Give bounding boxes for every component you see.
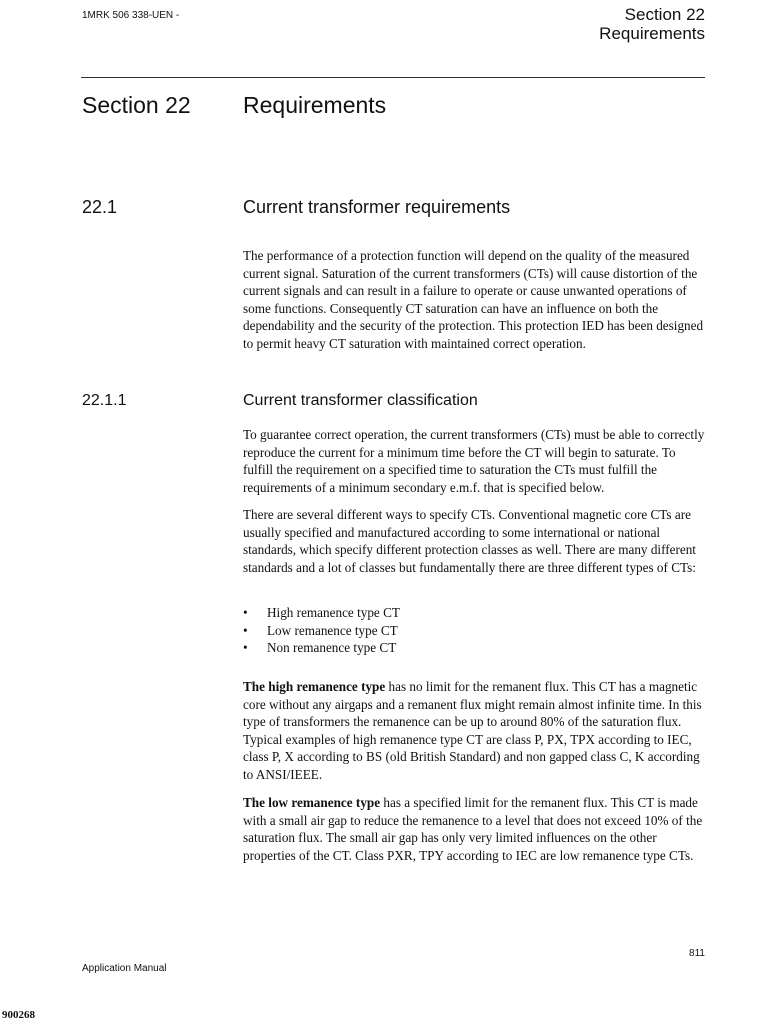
ct-type-list <box>243 604 643 657</box>
page-number: 811 <box>689 948 705 959</box>
high-remanence-paragraph <box>243 678 705 784</box>
classification-paragraph-2: There are several different ways to specify CTs. Conventional magnetic core CTs are usually specified and manufactured according to some international or national standards, which specify different protection classes as well. There are many different standards and a lot of classes but fundamentally there are three different types of CTs: <box>243 507 696 575</box>
subsection-intro-paragraph: The performance of a protection function will depend on the quality of the measured current signal. Saturation of the current transformers (CTs) will cause distortion of the current signals and can result in a failure to operate or cause unwanted operations of some functions. Consequently CT saturation can have an influence on both the dependability and the security of the protection. This protection IED has been designed to permit heavy CT saturation with maintained correct operation. <box>243 248 704 351</box>
subsection-title: Current transformer requirements <box>243 197 511 217</box>
high-remanence-text: has no limit for the remanent flux. This CT has a magnetic core without any airgaps and a remanent flux might remain almost infinite time. In this type of transformers the remanence can be up to around 80% of the saturation flux. Typical examples of high remanence type CT are class P, PX, TPX according to IEC, class P, X according to BS (old British Standard) and non gapped class C, K according to ANSI/IEEE. <box>243 679 702 782</box>
header-section-title: Requirements <box>599 24 705 43</box>
header-section-label: Section 22 <box>624 5 705 24</box>
low-remanence-term: The low remanence type <box>243 795 381 810</box>
section-title: Requirements <box>243 92 387 118</box>
subsubsection-number: 22.1.1 <box>82 392 127 409</box>
list-item <box>243 604 643 622</box>
header-divider <box>81 77 705 78</box>
bullet-icon: • <box>243 622 248 638</box>
document-stamp: 900268 <box>2 1009 35 1021</box>
document-id: 1MRK 506 338-UEN - <box>82 10 180 21</box>
footer-manual-name: Application Manual <box>82 963 167 974</box>
list-item-text: High remanence type CT <box>267 605 400 620</box>
bullet-icon: • <box>243 605 248 620</box>
classification-paragraph-1: To guarantee correct operation, the current transformers (CTs) must be able to correctly reproduce the current for a minimum time before the CT will begin to saturate. To fulfill the requirement on a specified time to saturation the CTs must fulfill the requirements of a minimum secondary e.m.f. that is specified below. <box>243 427 705 495</box>
subsubsection-title: Current transformer classification <box>243 392 478 409</box>
list-item-text: Non remanence type CT <box>267 640 397 656</box>
list-item-text: Low remanence type CT <box>267 622 398 638</box>
section-number: Section 22 <box>82 92 191 118</box>
subsection-number: 22.1 <box>82 197 118 217</box>
high-remanence-term: The high remanence type <box>243 679 386 694</box>
list-item <box>243 622 643 640</box>
bullet-icon: • <box>243 640 248 656</box>
list-item <box>243 639 643 657</box>
low-remanence-text: has a specified limit for the remanent flux. This CT is made with a small air gap to reduce the remanence to a level that does not exceed 10% of the saturation flux. The small air gap has only very limited influences on the other properties of the CT. Class PXR, TPY according to IEC are low remanence type CTs. <box>243 795 703 863</box>
low-remanence-paragraph <box>243 794 705 864</box>
